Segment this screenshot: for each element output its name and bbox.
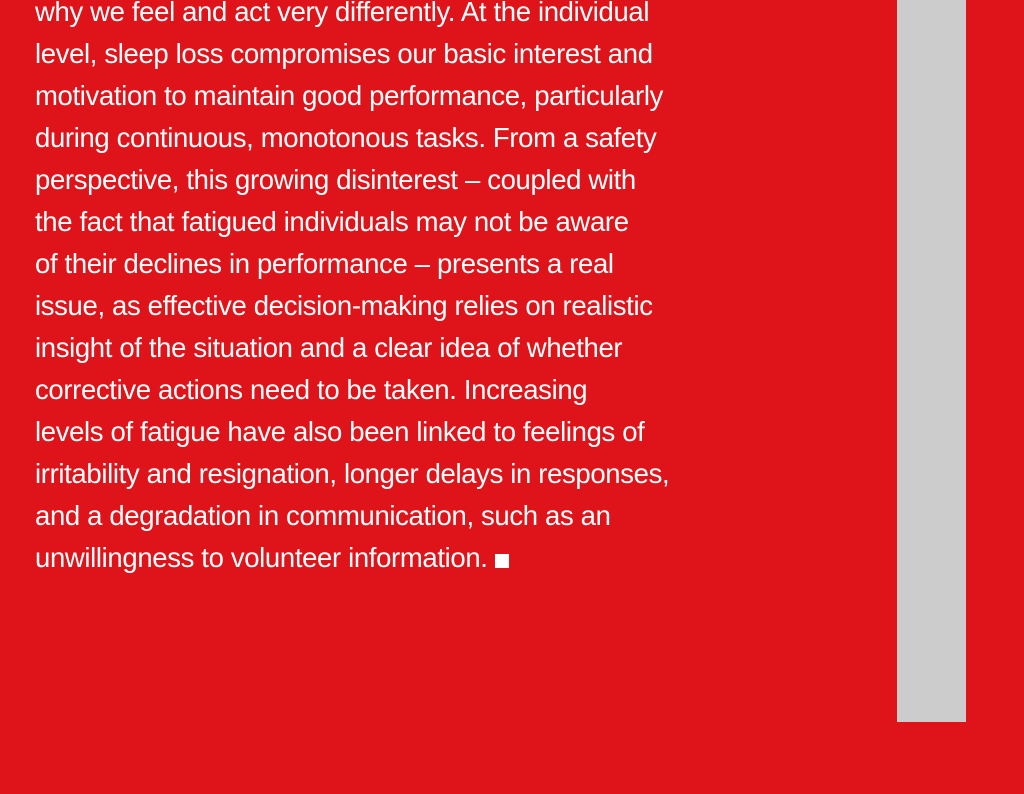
article-line: corrective actions need to be taken. Increasing bbox=[35, 374, 588, 405]
article-line: during continuous, monotonous tasks. From a safety bbox=[35, 122, 657, 153]
end-of-article-square-icon bbox=[495, 554, 509, 568]
article-line: insight of the situation and a clear idea of whether bbox=[35, 332, 623, 363]
article-line: motivation to maintain good performance, particularly bbox=[35, 80, 664, 111]
article-line: perspective, this growing disinterest – coupled with bbox=[35, 164, 636, 195]
article-line: irritability and resignation, longer delays in responses, bbox=[35, 458, 670, 489]
side-decorative-bar bbox=[897, 0, 966, 722]
article-body bbox=[35, 0, 795, 579]
article-line: levels of fatigue have also been linked to feelings of bbox=[35, 416, 645, 447]
article-line: level, sleep loss compromises our basic interest and bbox=[35, 38, 653, 69]
article-last-line bbox=[35, 537, 795, 579]
article-line-text: unwillingness to volunteer information. bbox=[35, 542, 488, 573]
article-line: why we feel and act very differently. At the individual bbox=[35, 0, 650, 27]
article-line: issue, as effective decision-making relies on realistic bbox=[35, 290, 653, 321]
article-line: and a degradation in communication, such as an bbox=[35, 500, 611, 531]
article-line: the fact that fatigued individuals may not be aware bbox=[35, 206, 629, 237]
article-line: of their declines in performance – presents a real bbox=[35, 248, 614, 279]
